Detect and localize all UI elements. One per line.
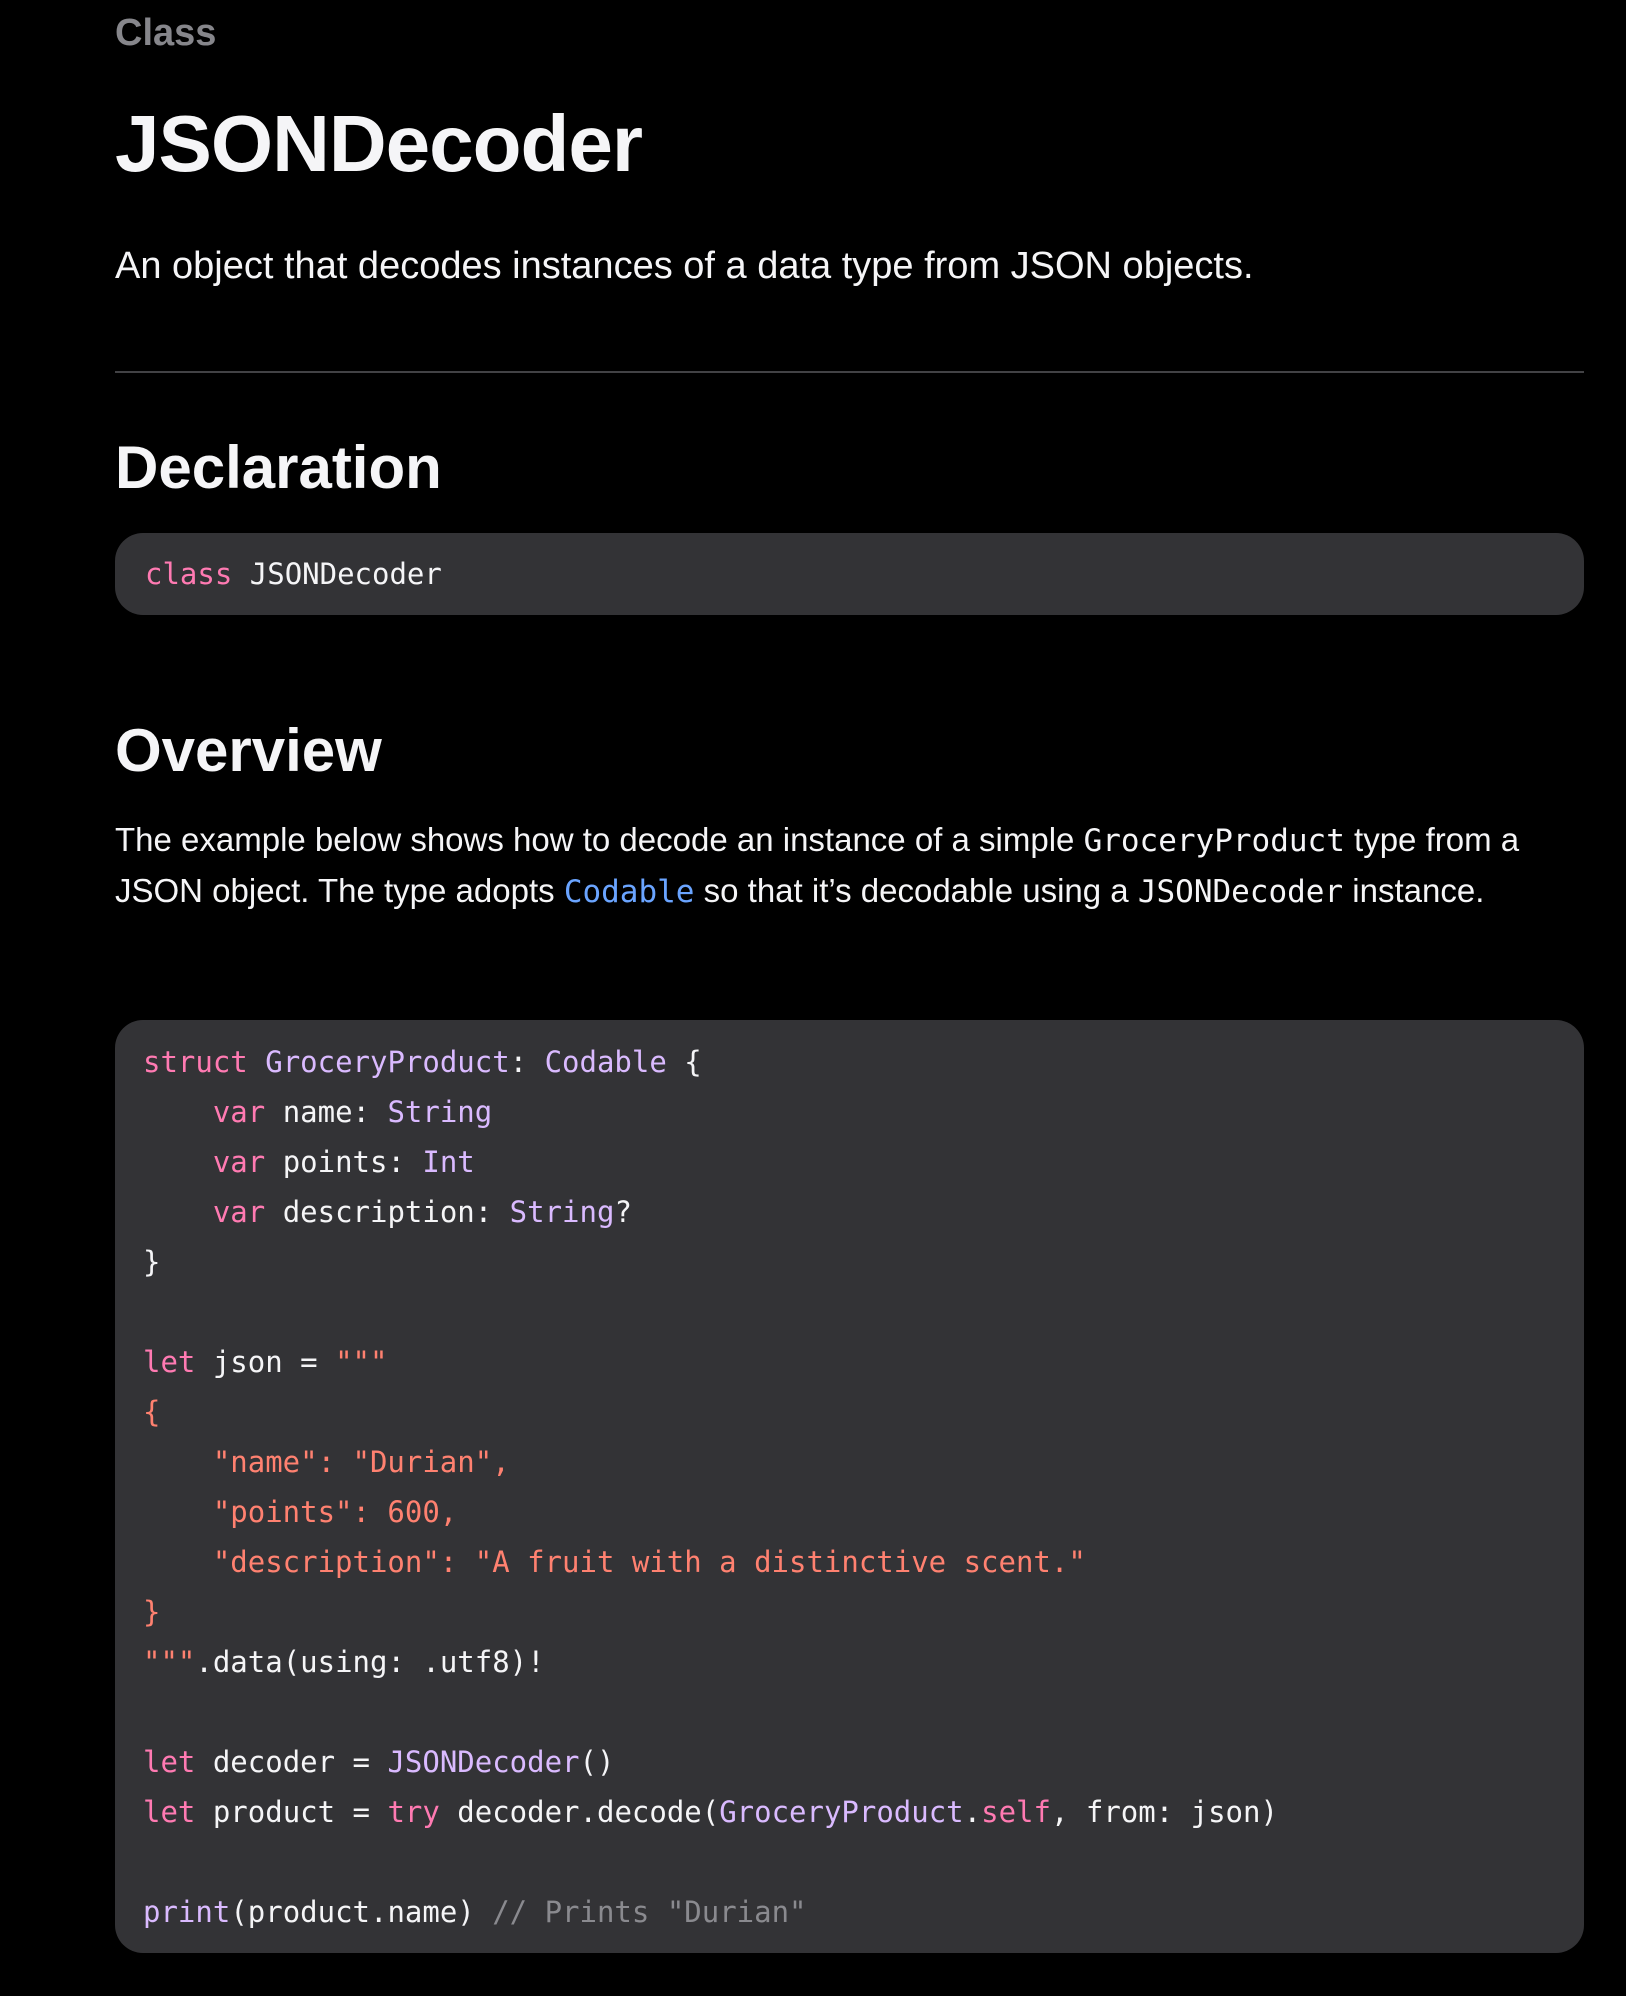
code-token: "name": "Durian", (143, 1445, 510, 1479)
code-token: let (143, 1345, 196, 1379)
code-line (143, 1587, 1556, 1637)
code-token: let (143, 1745, 196, 1779)
code-token: "points": 600, (143, 1495, 458, 1529)
overview-text-2: type from a JSON object. The type adopts (115, 821, 1520, 909)
code-token: String (387, 1095, 493, 1129)
overview-paragraph (115, 815, 1584, 917)
code-line (143, 1087, 1556, 1137)
code-token: GroceryProduct (265, 1045, 510, 1079)
code-line (143, 1887, 1556, 1937)
code-line (143, 1537, 1556, 1587)
code-line (143, 1487, 1556, 1537)
code-token: } (143, 1595, 161, 1629)
code-token: name: (265, 1095, 388, 1129)
codable-link[interactable]: Codable (563, 874, 695, 910)
code-token: self (981, 1795, 1051, 1829)
code-line (143, 1837, 1556, 1887)
code-token (143, 1145, 213, 1179)
abstract: An object that decodes instances of a data type from JSON objects. (115, 245, 1254, 287)
code-token: description: (265, 1195, 510, 1229)
code-token: decoder = (195, 1745, 388, 1779)
code-line (143, 1387, 1556, 1437)
code-token: var (212, 1145, 266, 1179)
code-token: var (212, 1095, 266, 1129)
code-token: print (143, 1895, 231, 1929)
code-token: decoder.decode( (439, 1795, 720, 1829)
code-token: (product.name) (230, 1895, 493, 1929)
code-token: product = (195, 1795, 388, 1829)
code-token: } (143, 1245, 161, 1279)
code-token: var (212, 1195, 266, 1229)
code-line (143, 1787, 1556, 1837)
divider (115, 371, 1584, 373)
code-lines (143, 1037, 1556, 1937)
code-token: () (579, 1745, 615, 1779)
code-token (143, 1095, 213, 1129)
declaration-code (145, 551, 1554, 597)
code-line (143, 1287, 1556, 1337)
code-token: try (387, 1795, 440, 1829)
code-line (143, 1637, 1556, 1687)
code-line (143, 1037, 1556, 1087)
code-line (143, 1337, 1556, 1387)
code-token (248, 1045, 265, 1079)
declaration-keyword: class (145, 557, 233, 591)
code-line (143, 1737, 1556, 1787)
code-token: points: (265, 1145, 423, 1179)
code-token: : (509, 1045, 545, 1079)
code-token: json = (195, 1345, 336, 1379)
overview-text-3: so that it’s decodable using a (694, 872, 1138, 909)
code-token (143, 1195, 213, 1229)
code-token: . (963, 1795, 982, 1829)
code-token: struct (143, 1045, 248, 1079)
code-token: { (143, 1395, 161, 1429)
code-token: """ (335, 1345, 388, 1379)
code-token: .data(using: .utf8)! (195, 1645, 545, 1679)
inline-code-groceryproduct: GroceryProduct (1083, 823, 1345, 859)
code-token: ? (614, 1195, 632, 1229)
code-line (143, 1437, 1556, 1487)
declaration-heading: Declaration (115, 434, 442, 501)
code-token: // Prints "Durian" (492, 1895, 807, 1929)
code-token: Int (422, 1145, 475, 1179)
overview-heading: Overview (115, 717, 382, 784)
code-line (143, 1687, 1556, 1737)
code-line (143, 1187, 1556, 1237)
declaration-type-name: JSONDecoder (249, 557, 442, 591)
code-token: Codable (544, 1045, 667, 1079)
code-listing (115, 1020, 1584, 1953)
code-token: String (509, 1195, 615, 1229)
code-line (143, 1137, 1556, 1187)
page-title: JSONDecoder (115, 99, 642, 188)
code-token: JSONDecoder (387, 1745, 580, 1779)
overview-text-1: The example below shows how to decode an instance of a simple (115, 821, 1084, 858)
code-token: """ (143, 1645, 196, 1679)
code-token: "description": "A fruit with a distinctive scent." (143, 1545, 1086, 1579)
overview-text-4: instance. (1343, 872, 1485, 909)
symbol-kind-eyebrow: Class (115, 12, 217, 54)
code-token: let (143, 1795, 196, 1829)
code-line (143, 1237, 1556, 1287)
code-token: , from: json) (1050, 1795, 1278, 1829)
inline-code-jsondecoder: JSONDecoder (1137, 874, 1344, 910)
code-token: { (666, 1045, 702, 1079)
code-token: GroceryProduct (719, 1795, 964, 1829)
declaration-code-box (115, 533, 1584, 615)
